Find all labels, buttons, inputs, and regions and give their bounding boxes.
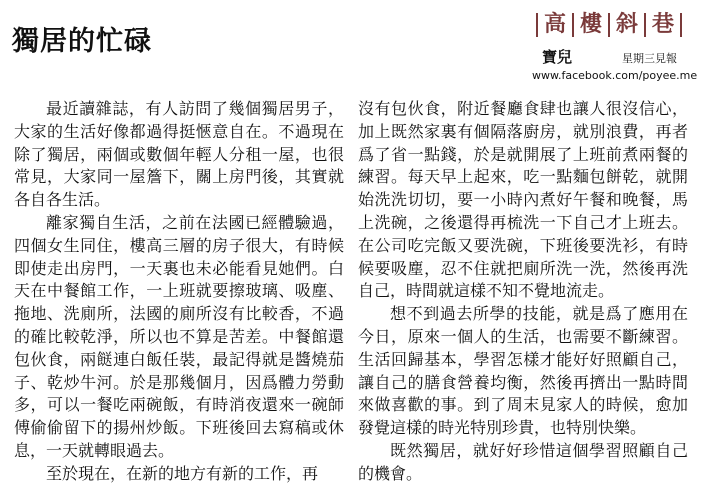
column-divider xyxy=(572,13,574,37)
paragraph: 既然獨居，就好好珍惜這個學習照顧自己的機會。 xyxy=(358,440,688,483)
column-name-char: 斜 xyxy=(616,12,639,37)
paragraph: 至於現在，在新的地方有新的工作，再 xyxy=(46,463,319,483)
column-masthead xyxy=(530,10,700,82)
column-name xyxy=(530,10,700,40)
column-divider xyxy=(536,13,538,37)
article-column-right xyxy=(358,98,688,486)
paragraph: 最近讀雜誌，有人訪問了幾個獨居男子，大家的生活好像都過得挺愜意自在。不過現在除了獨居，兩個或數個年輕人分租一屋，也很常見，大家同一屋簷下，關上房門後，其實就各自各生活。 xyxy=(14,99,344,210)
author-name: 寶兒 xyxy=(542,48,573,66)
column-name-char: 樓 xyxy=(580,12,603,37)
publish-day: 星期三見報 xyxy=(622,52,678,65)
column-name-char: 高 xyxy=(544,12,567,37)
column-name-char: 巷 xyxy=(652,12,675,37)
paragraph: 沒有包伙食，附近餐廳食肆也讓人很沒信心，加上既然家裏有個隔落廚房，就別浪費，再者爲了省一點錢，於是就開展了上班前煮兩餐的練習。每天早上起來，吃一點麵包餅乾，就開始洗洗切切，要一小時內煮好午餐和晚餐，馬上洗碗，之後還得再梳洗一下自己才上班去。在公司吃完飯又要洗碗，下班後要洗衫，有時候要吸塵，忍不住就把廁所洗一洗，然後再洗自己，時間就這樣不知不覺地流走。 xyxy=(358,99,688,301)
paragraph: 離家獨自生活，之前在法國已經體驗過，四個女生同住，樓高三層的房子很大，有時候即使走出房門，一天裏也未必能看見她們。白天在中餐館工作，一上班就要擦玻璃、吸塵、拖地、洗廁所，法國的廁所沒有比較香，不過的確比較乾淨，所以也不算是苦差。中餐館還包伙食，兩餸連白飯任裝，最記得就是醬燒茄子、乾炒牛河。於是那幾個月，因爲體力勞動多，可以一餐吃兩碗飯，有時消夜還來一碗師傅偷偷留下的揚州炒飯。下班後回去寫稿或休息，一天就轉眼過去。 xyxy=(14,212,344,460)
article-title: 獨居的忙碌 xyxy=(12,26,152,57)
column-divider xyxy=(680,13,682,37)
byline xyxy=(530,46,700,67)
column-divider xyxy=(608,13,610,37)
column-divider xyxy=(644,13,646,37)
article-column-left xyxy=(14,98,344,486)
facebook-url: www.facebook.com/poyee.me xyxy=(532,69,698,82)
paragraph: 想不到過去所學的技能，就是爲了應用在今日，原來一個人的生活，也需要不斷練習。生活回歸基本，學習怎樣才能好好照顧自己，讓自己的膳食營養均衡，然後再擠出一點時間來做喜歡的事。到了周末見家人的時候，愈加發覺這樣的時光特別珍貴，也特別快樂。 xyxy=(358,304,688,438)
